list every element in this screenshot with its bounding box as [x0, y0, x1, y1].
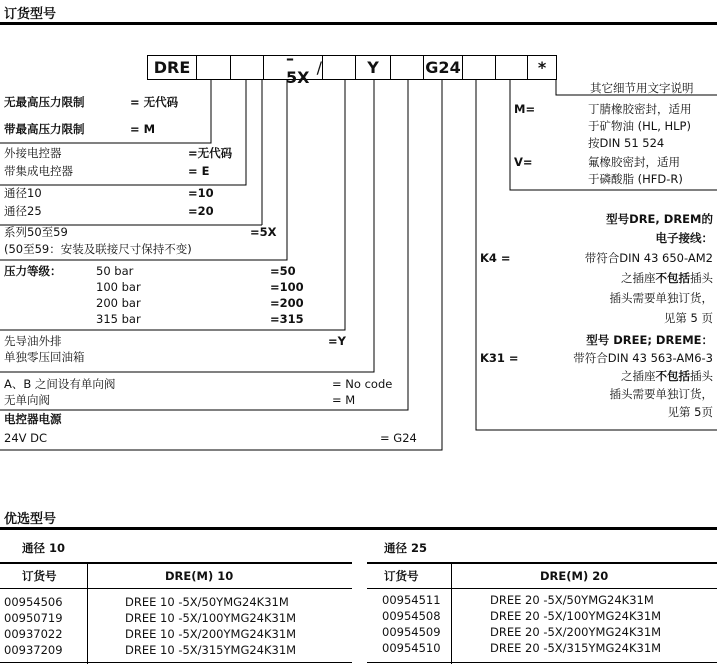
right-table-title: 通径 25: [384, 541, 428, 555]
left-row2-model: DREE 10 -5X/100YMG24K31M: [125, 611, 297, 625]
left-row3-code: 00937022: [4, 627, 63, 641]
v-code: V=: [514, 155, 533, 169]
opt-size25-code: =20: [188, 204, 214, 218]
pressure-50-label: 50 bar: [96, 264, 134, 278]
pressure-315-code: =315: [270, 312, 304, 326]
opt-int-ctrl-code: = E: [188, 164, 210, 178]
k31-line4: 见第 5页: [667, 405, 713, 419]
code-box-e: [230, 55, 264, 80]
code-box-check: [390, 55, 424, 80]
code-box-seal: [495, 55, 528, 80]
opt-size10-code: =10: [188, 186, 214, 200]
opt-int-ctrl-label: 带集成电控器: [4, 164, 73, 178]
v-line2: 于磷酸脂 (HFD-R): [588, 172, 683, 186]
right-col-divider: [451, 564, 452, 664]
k31-excluding: 不包括: [655, 369, 690, 383]
pressure-315-label: 315 bar: [96, 312, 141, 326]
right-row2-model: DREE 20 -5X/100YMG24K31M: [490, 609, 662, 623]
k31-line3: 插头需要单独订货，: [609, 387, 713, 401]
right-table-top-rule: [367, 562, 717, 564]
opt-no-limit-label: 无最高压力限制: [4, 95, 85, 109]
k4-line1: 带符合DIN 43 650-AM2: [584, 251, 713, 265]
opt-size10-label: 通径10: [4, 186, 42, 200]
left-header-rule: [0, 588, 352, 589]
m-line3: 按DIN 51 524: [588, 136, 665, 150]
m-code: M=: [514, 102, 536, 116]
pressure-label: 压力等级：: [4, 264, 62, 278]
code-series: –5X: [286, 48, 310, 87]
right-bottom-rule: [367, 662, 717, 663]
k4-plug: 插头: [690, 271, 713, 285]
k4-excluding: 不包括: [655, 271, 690, 285]
pressure-200-label: 200 bar: [96, 296, 141, 310]
right-row2-code: 00954508: [382, 609, 441, 623]
k31-code: K31 =: [480, 351, 519, 365]
left-row2-code: 00950719: [4, 611, 63, 625]
right-row1-code: 00954511: [382, 593, 441, 607]
conn-title1: 型号DRE, DREM的: [606, 212, 713, 226]
opt-with-limit-code: = M: [130, 122, 156, 136]
k31-line1: 带符合DIN 43 563-AM6-3: [573, 351, 713, 365]
right-row1-model: DREE 20 -5X/50YMG24K31M: [490, 593, 654, 607]
code-box-conn: [462, 55, 496, 80]
power-value: 24V DC: [4, 431, 48, 445]
opt-ext-ctrl-label: 外接电控器: [4, 146, 62, 160]
code-box-other: *: [527, 55, 557, 80]
right-header-rule: [367, 588, 717, 589]
m-line1: 丁腈橡胶密封，适用: [588, 102, 692, 116]
k31-line2: [621, 370, 713, 383]
section-title-order-code: 订货型号: [4, 7, 57, 22]
k4-code: K4 =: [480, 251, 511, 265]
opt-series-label: 系列50至59: [4, 225, 68, 239]
left-row4-model: DREE 10 -5X/315YMG24K31M: [125, 643, 297, 657]
opt-series-note: (50至59：安装及联接尺寸保持不变): [4, 242, 192, 256]
check2-code: = M: [332, 393, 356, 407]
preferred-rule: [0, 527, 717, 530]
k31-socket: 之插座: [621, 369, 656, 383]
check1-label: A、B 之间设有单向阀: [4, 377, 116, 391]
check2-label: 无单向阀: [4, 393, 50, 407]
left-col-divider: [87, 564, 88, 664]
pilot-code: =Y: [328, 334, 346, 348]
code-box-dre: DRE: [147, 55, 197, 80]
code-box-series: [263, 48, 323, 87]
k4-line3: 插头需要单独订货，: [609, 291, 713, 305]
opt-size25-label: 通径25: [4, 204, 42, 218]
opt-with-limit-label: 带最高压力限制: [4, 122, 85, 136]
other-details: 其它细节用文字说明: [590, 81, 694, 95]
right-row4-model: DREE 20 -5X/315YMG24K31M: [490, 641, 662, 655]
section-title-preferred: 优选型号: [4, 512, 57, 527]
v-line1: 氟橡胶密封，适用: [588, 155, 680, 169]
k4-socket: 之插座: [621, 271, 656, 285]
left-row4-code: 00937209: [4, 643, 63, 657]
left-row3-model: DREE 10 -5X/200YMG24K31M: [125, 627, 297, 641]
k4-line2: [621, 272, 713, 285]
code-box-y: Y: [355, 55, 391, 80]
k4-line4: 见第 5 页: [663, 311, 713, 325]
k31-title: 型号 DREE; DREME：: [586, 333, 713, 347]
left-table-top-rule: [0, 562, 352, 564]
code-box-m: [196, 55, 231, 80]
right-col1-header: 订货号: [384, 569, 419, 583]
left-bottom-rule: [0, 662, 352, 663]
left-col1-header: 订货号: [22, 569, 57, 583]
check1-code: = No code: [332, 377, 393, 391]
left-table-title: 通径 10: [22, 541, 66, 555]
left-col2-header: DRE(M) 10: [165, 569, 234, 583]
pilot-line1: 先导油外排: [4, 334, 62, 348]
pressure-100-code: =100: [270, 280, 304, 294]
pressure-100-label: 100 bar: [96, 280, 141, 294]
opt-no-limit-code: = 无代码: [130, 95, 179, 109]
right-col2-header: DRE(M) 20: [540, 569, 609, 583]
m-line2: 于矿物油 (HL, HLP): [588, 119, 691, 133]
conn-title2: 电子接线：: [655, 231, 713, 245]
code-box-pressure: [322, 55, 356, 80]
power-label: 电控器电源: [4, 412, 62, 426]
pilot-line2: 单独零压回油箱: [4, 350, 85, 364]
power-code: = G24: [380, 431, 417, 445]
code-slash: /: [316, 58, 322, 77]
right-row4-code: 00954510: [382, 641, 441, 655]
right-row3-code: 00954509: [382, 625, 441, 639]
pressure-50-code: =50: [270, 264, 296, 278]
opt-series-code: =5X: [250, 225, 277, 239]
left-row1-model: DREE 10 -5X/50YMG24K31M: [125, 595, 289, 609]
k31-plug: 插头: [690, 369, 713, 383]
opt-ext-ctrl-code: =无代码: [188, 146, 233, 160]
pressure-200-code: =200: [270, 296, 304, 310]
code-box-g24: G24: [423, 55, 463, 80]
left-row1-code: 00954506: [4, 595, 63, 609]
right-row3-model: DREE 20 -5X/200YMG24K31M: [490, 625, 662, 639]
